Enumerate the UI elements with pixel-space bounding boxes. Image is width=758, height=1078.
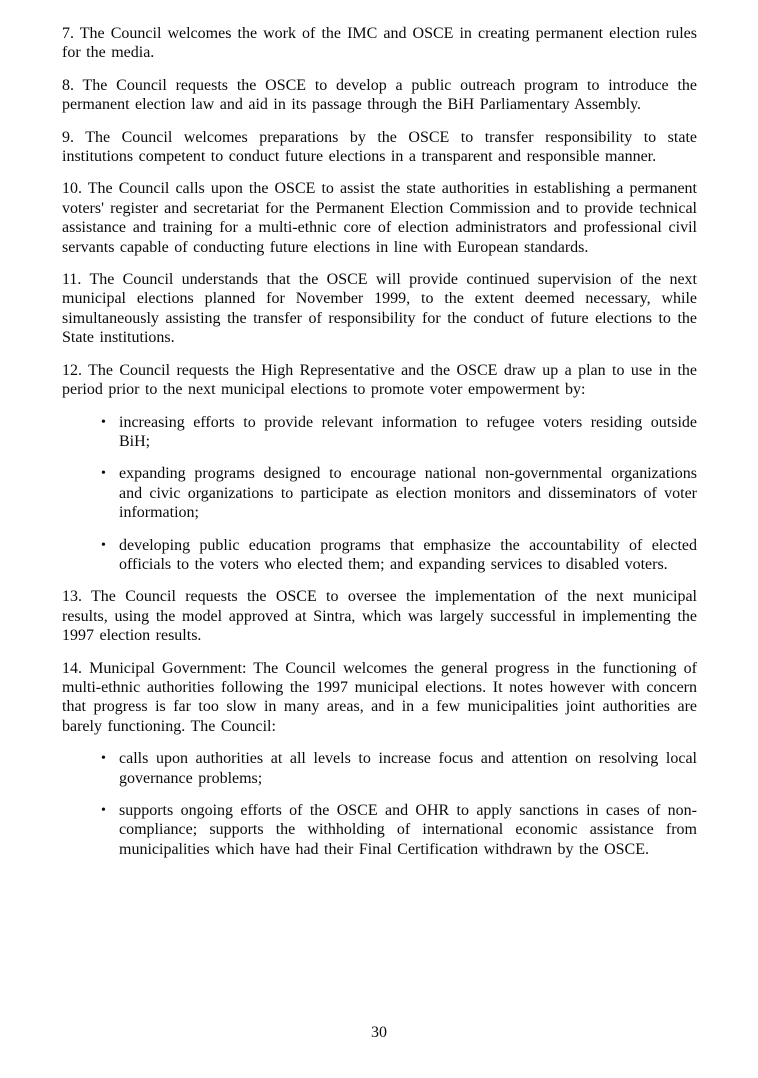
bullet-text: increasing efforts to provide relevant information to refugee voters residing outside BiH;: [119, 413, 697, 450]
bullet-text: calls upon authorities at all levels to increase focus and attention on resolving local governance problems;: [119, 750, 697, 787]
page-number: 30: [371, 1024, 387, 1041]
paragraph-12: 12. The Council requests the High Representative and the OSCE draw up a plan to use in the period prior to the next municipal elections to promote voter empowerment by:: [62, 361, 697, 399]
paragraph-8: 8. The Council requests the OSCE to develop a public outreach program to introduce the permanent election law and aid in its passage through the BiH Parliamentary Assembly.: [62, 76, 697, 114]
bullet-item: [101, 536, 697, 575]
paragraph-13: 13. The Council requests the OSCE to oversee the implementation of the next municipal results, using the model approved at Sintra, which was largely successful in implementing the 1997 election results.: [62, 588, 697, 645]
bullet-item: [101, 464, 697, 522]
paragraph-10: 10. The Council calls upon the OSCE to assist the state authorities in establishing a permanent voters' register and secretariat for the Permanent Election Commission and to provide technical assistance and training for a multi-ethnic core of election administrators and professional civil servants capable of conducting future elections in line with European standards.: [62, 180, 697, 256]
bullet-marker: •: [101, 537, 106, 553]
bullet-marker: •: [101, 466, 106, 482]
paragraph-14: 14. Municipal Government: The Council welcomes the general progress in the functioning of multi-ethnic authorities following the 1997 municipal elections. It notes however with concern that progress is far too slow in many areas, and in a few municipalities joint authorities are barely functioning. The Council:: [62, 659, 697, 735]
paragraph-7: 7. The Council welcomes the work of the IMC and OSCE in creating permanent election rules for the media.: [62, 25, 697, 62]
bullet-item: [101, 801, 697, 859]
bullet-text: developing public education programs that emphasize the accountability of elected officials to the voters who elected them; and expanding services to disabled voters.: [119, 536, 697, 573]
bullet-marker: •: [101, 803, 106, 818]
bullet-marker: •: [101, 414, 106, 430]
paragraph-9: 9. The Council welcomes preparations by the OSCE to transfer responsibility to state institutions competent to conduct future elections in a transparent and responsible manner.: [62, 128, 697, 166]
bullet-item: [101, 749, 697, 788]
bullet-marker: •: [101, 751, 106, 767]
bullet-text: supports ongoing efforts of the OSCE and OHR to apply sanctions in cases of non-compliance; supports the withholding of international economic assistance from municipalities which have had their Final Certification withdrawn by the OSCE.: [119, 802, 697, 858]
paragraph-11: 11. The Council understands that the OSCE will provide continued supervision of the next municipal elections planned for November 1999, to the extent deemed necessary, while simultaneously assisting the transfer of responsibility for the conduct of future elections to the State institutions.: [62, 271, 697, 347]
bullet-item: [101, 413, 697, 452]
bullet-text: expanding programs designed to encourage national non-governmental organizations and civic organizations to participate as election monitors and disseminators of voter information;: [119, 465, 697, 522]
